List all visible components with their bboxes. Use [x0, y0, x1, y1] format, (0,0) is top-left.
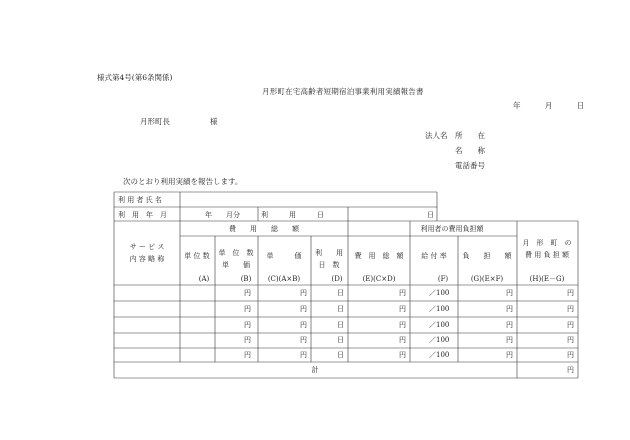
usage-period-label: 利 用 年 月: [118, 211, 167, 219]
row-4-rate: ／100: [429, 336, 450, 344]
row-1-price-yen: 円: [300, 289, 307, 297]
total-label: 計: [311, 366, 319, 374]
addressee-suffix: 様: [210, 117, 218, 126]
row-3-rate: ／100: [429, 321, 450, 329]
usage-days-unit: 日: [427, 211, 434, 219]
burden-amount-header: 負 担 額: [462, 252, 512, 260]
row-4-unit-price-yen: 円: [244, 336, 251, 344]
total-town-yen: 円: [567, 366, 574, 374]
town-burden-header-1: 月 形 町 の: [522, 239, 572, 247]
row-3-price-yen: 円: [300, 321, 307, 329]
row-5-total-yen: 円: [399, 351, 406, 359]
row-4-price-yen: 円: [300, 336, 307, 344]
row-1-town-yen: 円: [567, 289, 574, 297]
corporation-label: 法人名: [425, 131, 448, 140]
symbol-g: (G)(E×F): [470, 275, 504, 283]
symbol-h: (H)(E－G): [529, 275, 565, 283]
symbol-b: (B): [240, 275, 252, 283]
row-5-town-yen: 円: [567, 351, 574, 359]
row-5-unit-price-yen: 円: [244, 351, 251, 359]
row-2-burden-yen: 円: [506, 305, 513, 313]
row-3-burden-yen: 円: [506, 321, 513, 329]
row-1-unit-price-yen: 円: [244, 289, 251, 297]
row-1-total-yen: 円: [399, 289, 406, 297]
service-header-1: サ ー ビ ス: [129, 243, 165, 251]
service-header-2: 内 容 略 称: [129, 255, 165, 263]
user-name-label: 利 用 者 氏 名: [118, 196, 162, 204]
corporation-address-label: 所 在: [455, 131, 485, 140]
addressee-name: 月形町長: [140, 117, 170, 126]
row-5-days-unit: 日: [337, 351, 344, 359]
unit-price-header-2: 単 価: [222, 261, 250, 269]
row-4-total-yen: 円: [399, 336, 406, 344]
row-3-total-yen: 円: [399, 321, 406, 329]
row-1-days-unit: 日: [337, 289, 344, 297]
town-burden-header-2: 費 用 負 担 額: [525, 251, 569, 259]
row-4-town-yen: 円: [567, 336, 574, 344]
symbol-d: (D): [331, 275, 343, 283]
row-5-burden-yen: 円: [506, 351, 513, 359]
row-2-days-unit: 日: [337, 305, 344, 313]
row-3-unit-price-yen: 円: [244, 321, 251, 329]
form-number: 様式第4号(第6条関係): [97, 73, 173, 82]
row-1-burden-yen: 円: [506, 289, 513, 297]
payment-rate-header: 給 付 率: [421, 252, 447, 260]
row-5-rate: ／100: [429, 351, 450, 359]
row-2-price-yen: 円: [300, 305, 307, 313]
unit-count-header: 単 位 数: [184, 252, 210, 260]
usage-days-header-1: 利 用: [315, 249, 343, 257]
usage-days-label: 利 用 日: [261, 211, 324, 219]
row-4-days-unit: 日: [337, 336, 344, 344]
date-month: 月: [544, 101, 553, 110]
symbol-c: (C)(A×B): [267, 275, 301, 283]
symbol-a: (A): [198, 275, 210, 283]
user-burden-header: 利用者の費用負担額: [420, 225, 484, 233]
row-3-days-unit: 日: [337, 321, 344, 329]
date-year: 年: [513, 101, 521, 110]
date-day: 日: [576, 101, 585, 110]
row-5-price-yen: 円: [300, 351, 307, 359]
symbol-e: (E)(C×D): [362, 275, 396, 283]
row-4-burden-yen: 円: [506, 336, 513, 344]
row-3-town-yen: 円: [567, 321, 574, 329]
row-2-total-yen: 円: [399, 305, 406, 313]
total-cost-header: 費 用 総 額: [354, 252, 404, 260]
row-2-unit-price-yen: 円: [244, 305, 251, 313]
unit-price-header-1: 単 位 数: [218, 249, 254, 257]
document-title: 月形町在宅高齢者短期宿泊事業利用実績報告書: [262, 87, 424, 96]
usage-days-header-2: 日 数: [318, 261, 340, 269]
cost-total-header: 費 用 総 額: [229, 225, 299, 233]
corporation-phone-label: 電話番号: [455, 161, 485, 170]
corporation-name-label: 名 称: [455, 146, 485, 155]
intro-text: 次のとおり利用実績を報告します。: [123, 177, 243, 186]
row-2-rate: ／100: [429, 305, 450, 313]
symbol-f: (F): [437, 275, 449, 283]
row-1-rate: ／100: [429, 289, 450, 297]
usage-period-unit: 年 月分: [205, 211, 240, 219]
row-2-town-yen: 円: [567, 305, 574, 313]
price-header: 単 価: [266, 252, 302, 260]
